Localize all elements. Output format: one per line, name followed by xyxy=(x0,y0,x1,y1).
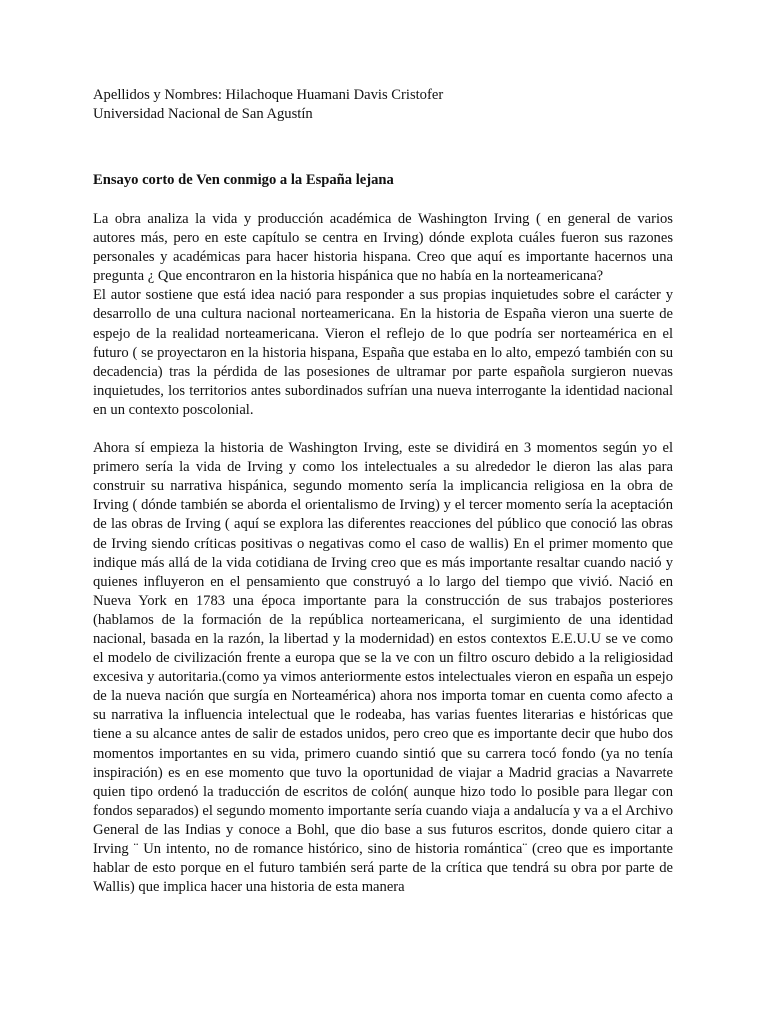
paragraph-intro: La obra analiza la vida y producción académica de Washington Irving ( en general de varios autores más, pero en este capítulo se centra en Irving) dónde explota cuáles fueron sus razones personales y académicas para hacer historia hispana. Creo que aquí es importante hacernos una pregunta ¿ Que encontraron en la historia hispánica que no había en la norteamericana? xyxy=(93,211,673,285)
essay-title: Ensayo corto de Ven conmigo a la España lejana xyxy=(93,172,394,188)
paragraph-author-thesis: El autor sostiene que está idea nació para responder a sus propias inquietudes sobre el carácter y desarrollo de una cultura nacional norteamericana. En la historia de España vieron una suerte de espejo de la realidad norteamericana. Vieron el reflejo de lo que podría ser norteamérica en el futuro ( se proyectaron en la historia hispana, España que estaba en lo alto, empezó también con su decadencia) tras la pérdida de las posesiones de ultramar por parte española surgieron nuevas inquietudes, los territorios antes subordinados sufrían una nueva interrogante la identidad nacional en un contexto poscolonial. xyxy=(93,287,673,418)
university-line: Universidad Nacional de San Agustín xyxy=(93,106,313,122)
author-name-line: Apellidos y Nombres: Hilachoque Huamani Davis Cristofer xyxy=(93,87,444,103)
paragraph-irving-history: Ahora sí empieza la historia de Washington Irving, este se dividirá en 3 momentos según yo el primero sería la vida de Irving y como los intelectuales a su alrededor le dieron las alas para construir su narrativa hispánica, segundo momento sería la implicancia religiosa en la obra de Irving ( dónde también se aborda el orientalismo de Irving) y el tercer momento sería la aceptación de las obras de Irving ( aquí se explora las diferentes reacciones del público que conoció las obras de Irving siendo críticas positivas o negativas como el caso de wallis) En el primer momento que indique más allá de la vida cotidiana de Irving creo que es más importante resaltar cuando nació y quienes influyeron en el pensamiento que construyó a lo largo del tiempo que vivió. Nació en Nueva York en 1783 una época importante para la construcción de sus trabajos posteriores (hablamos de la formación de la república norteamericana, el surgimiento de una identidad nacional, basada en la razón, la libertad y la modernidad) en estos contextos E.E.U.U se ve como el modelo de civilización frente a europa que se la ve con un filtro oscuro debido a la religiosidad excesiva y autoritaria.(como ya vimos anteriormente estos intelectuales vieron en españa un espejo de la nueva nación que surgía en Norteamérica) ahora nos importa tomar en cuenta como afecto a su narrativa la influencia intelectual que le rodeaba, has varias fuentes literarias e históricas que tiene a su alcance antes de salir de estados unidos, pero creo que es importante decir que hubo dos momentos importantes en su vida, primero cuando sintió que su carrera tocó fondo (ya no tenía inspiración) es en ese momento que tuvo la oportunidad de viajar a Madrid gracias a Navarrete quien tipo ordenó la traducción de escritos de colón( aunque hizo todo lo posible para llegar con fondos separados) el segundo momento importante sería cuando viaja a andalucía y va a el Archivo General de las Indias y conoce a Bohl, que dio base a sus futuros escritos, donde quiero citar a Irving ¨ Un intento, no de romance histórico, sino de historia romántica¨ (creo que es importante hablar de esto porque en el futuro también será parte de la crítica que tendrá su obra por parte de Wallis) que implica hacer una historia de esta manera xyxy=(93,440,673,896)
document-page xyxy=(93,86,673,897)
